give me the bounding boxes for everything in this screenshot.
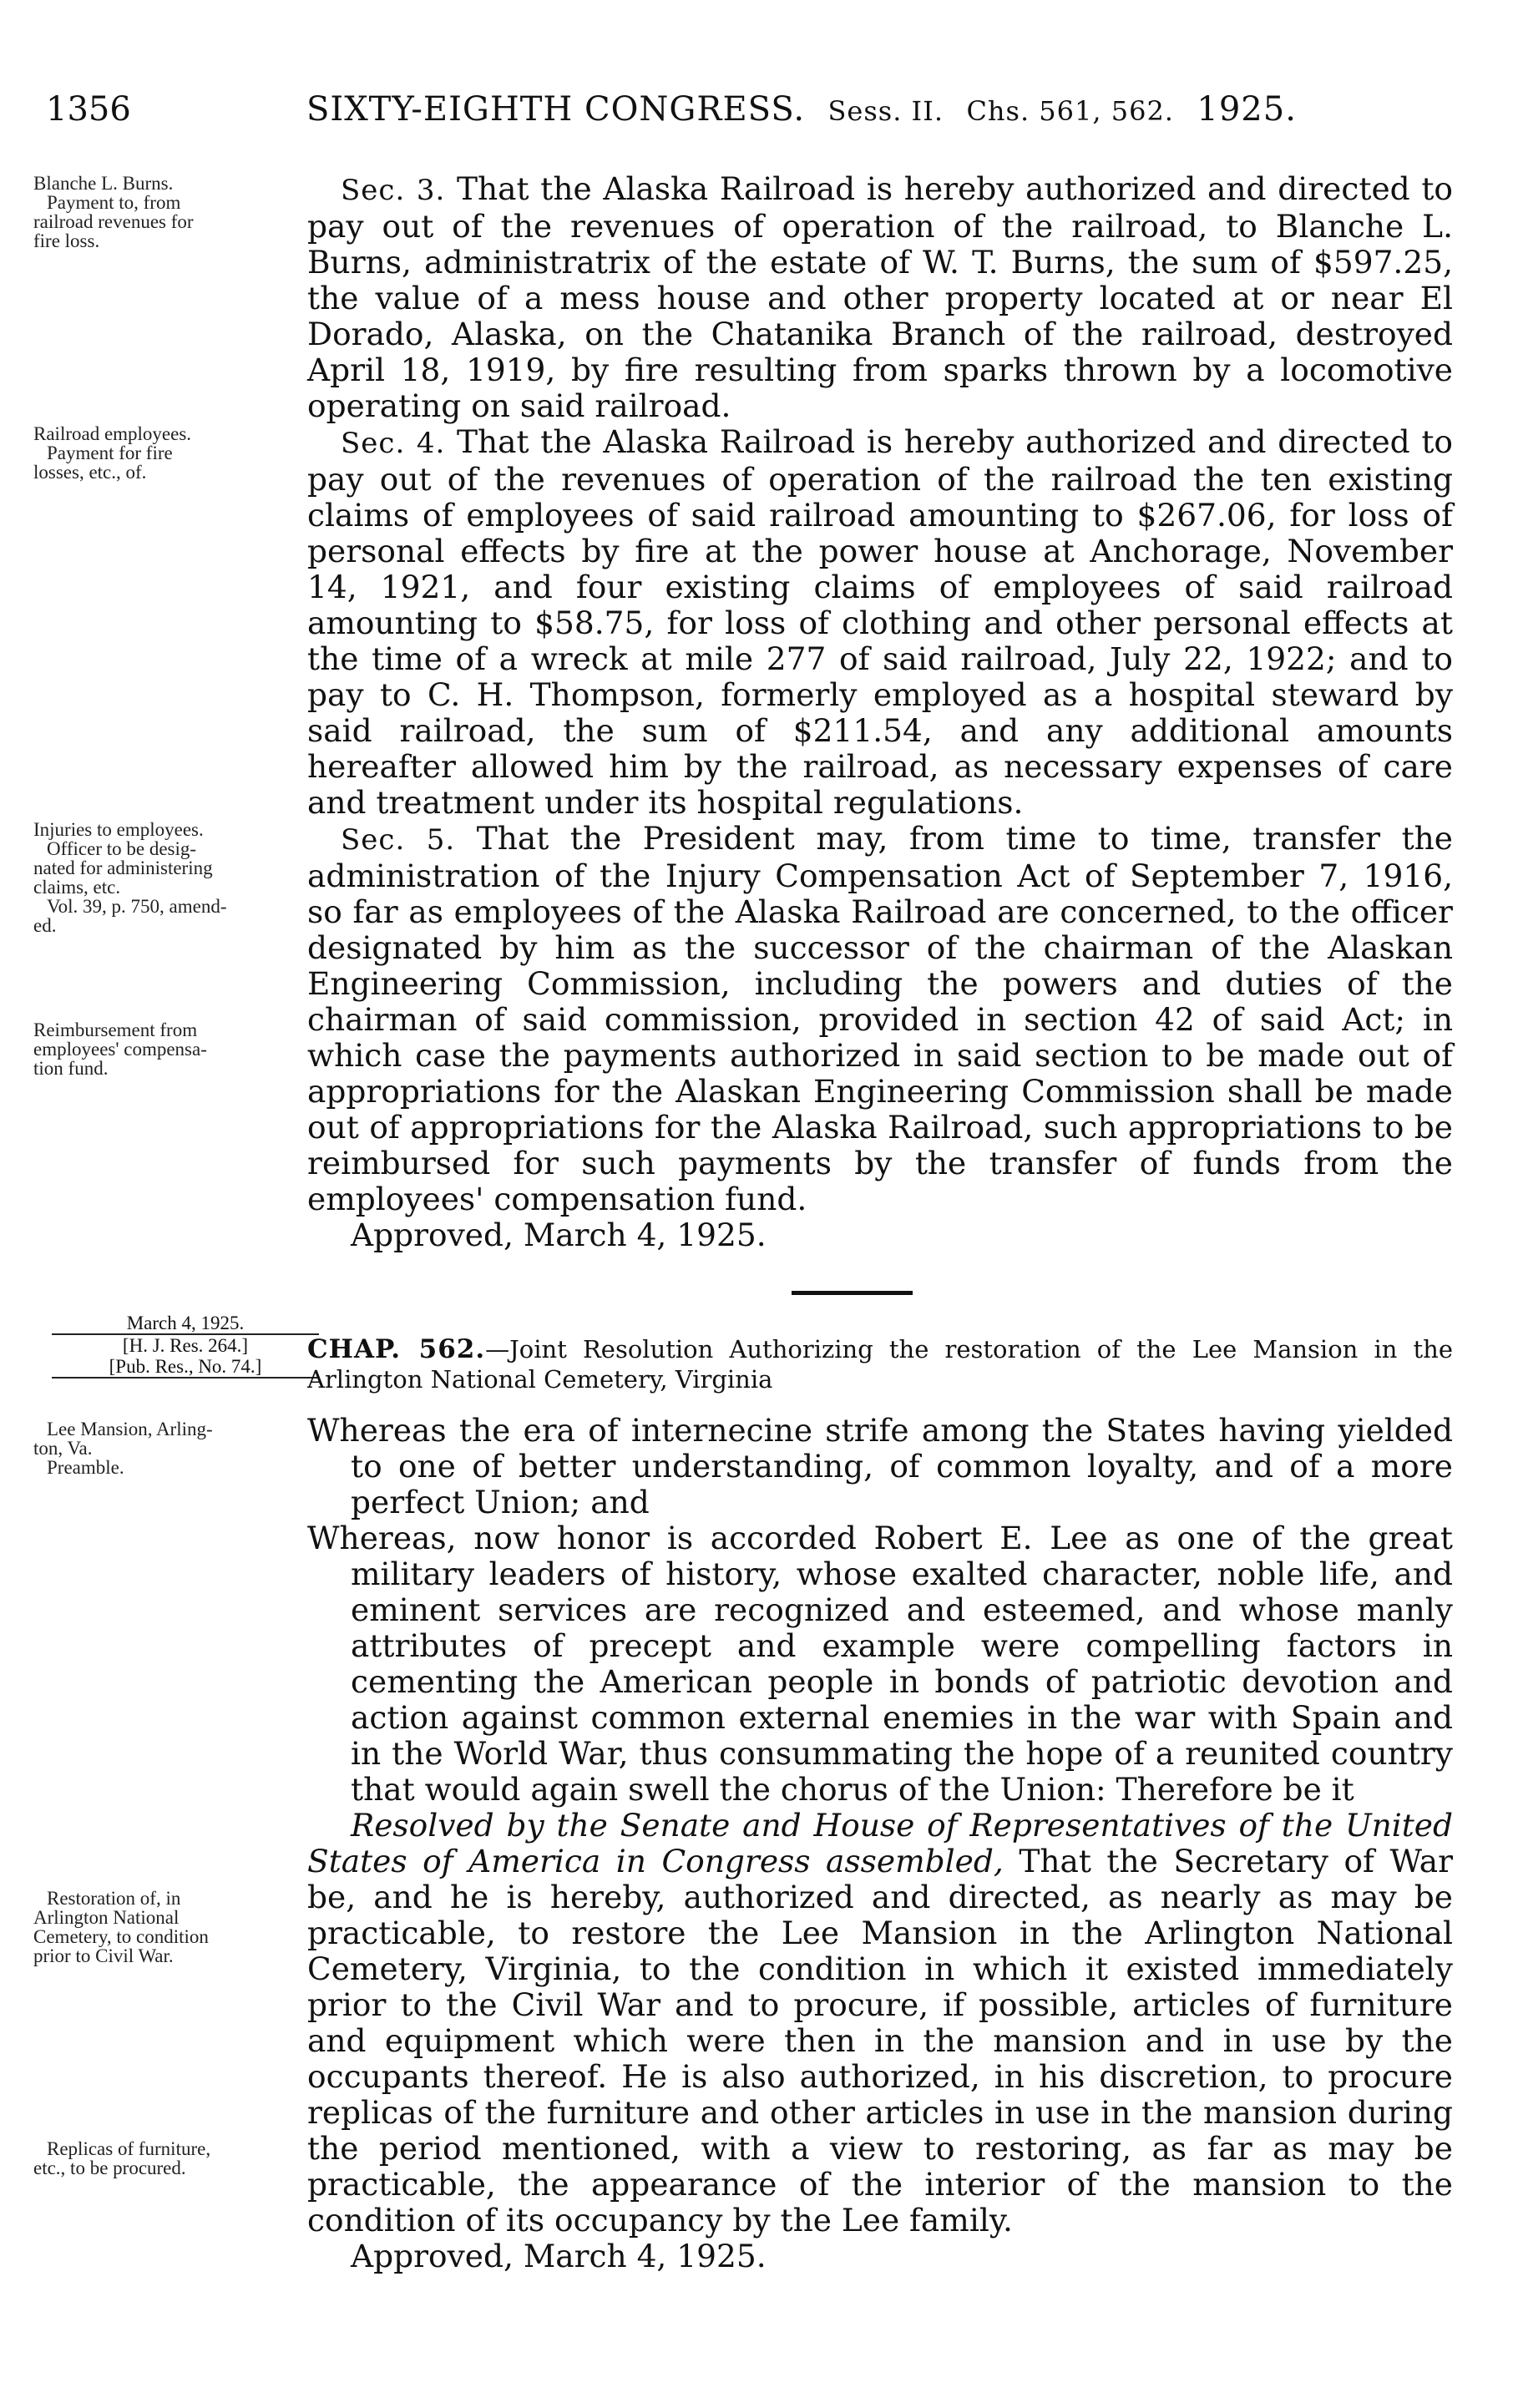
margin-note-line: claims, etc. [33, 877, 121, 898]
margin-note-line: Arlington National [33, 1907, 180, 1928]
section-3-text: That the Alaska Railroad is hereby authorized and directed to pay out of the revenues of operation of the railroad, to Blanche L. Burns, administratrix of the estate of W. T. Burns, the sum of $597.25, the value of a mess house and other property located at or near El Dorado, Alaska, on the Chatanika Branch of the railroad, destroyed April 18, 1919, by fire resulting from sparks thrown by a locomotive operating on said railroad. [307, 170, 1453, 424]
margin-note-line: Preamble. [47, 1457, 124, 1478]
chapter-label: CHAP. 562. [307, 1334, 486, 1364]
margin-note-lee-mansion [33, 1419, 309, 1477]
chapter-divider [792, 1291, 913, 1295]
pub-res-number: [Pub. Res., No. 74.] [109, 1356, 262, 1377]
margin-note-reimbursement [33, 1020, 309, 1078]
margin-note-line: prior to Civil War. [33, 1945, 174, 1966]
session-label: Sess. II. [827, 95, 944, 127]
margin-note-replicas [33, 2139, 309, 2178]
margin-note-line: ton, Va. [33, 1438, 93, 1459]
approval-562: Approved, March 4, 1925. [351, 2238, 767, 2274]
margin-note-line: tion fund. [33, 1058, 109, 1079]
section-4 [307, 424, 1453, 821]
margin-note-line: Injuries to employees. [33, 819, 204, 840]
margin-note-line: Restoration of, in [47, 1888, 181, 1909]
resolving-clause [307, 1808, 1453, 2239]
chapter-562-title [307, 1334, 1453, 1394]
margin-note-line: Vol. 39, p. 750, amend- [47, 896, 227, 917]
chapter-562-body [307, 1413, 1453, 2274]
section-4-label: Sec. 4. [341, 427, 446, 460]
section-5 [307, 821, 1453, 1217]
margin-note-injuries [33, 820, 309, 935]
section-3 [307, 171, 1453, 424]
section-5-label: Sec. 5. [341, 823, 456, 857]
section-3-label: Sec. 3. [341, 174, 446, 207]
running-head [306, 90, 1297, 129]
margin-note-line: Reimbursement from [33, 1019, 198, 1040]
margin-note-line: railroad revenues for [33, 211, 194, 232]
bill-info [52, 1313, 319, 1379]
chapters-label: Chs. 561, 562. [966, 95, 1174, 127]
margin-note-line: losses, etc., of. [33, 462, 147, 483]
chapter-561-body [307, 171, 1453, 1253]
section-4-text: That the Alaska Railroad is hereby authorized and directed to pay out of the revenues of operation of the railroad the ten existing claims of employees of said railroad amounting to $267.06, for loss of personal effects by fire at the power house at Anchorage, November 14, 1921, and four existing claims of employees of said railroad amounting to $58.75, for loss of clothing and other personal effects at the time of a wreck at mile 277 of said railroad, July 22, 1922; and to pay to C. H. Thompson, formerly employed as a hospital steward by said railroad, the sum of $211.54, and any additional amounts hereafter allowed him by the railroad, as necessary expenses of care and treatment under its hospital regulations. [307, 423, 1453, 821]
margin-note-line: Payment for fire [47, 443, 173, 463]
approval-561: Approved, March 4, 1925. [351, 1217, 767, 1253]
margin-note-line: Cemetery, to condition [33, 1926, 209, 1947]
bill-date: March 4, 1925. [126, 1313, 245, 1333]
margin-note-line: Officer to be desig- [47, 838, 197, 859]
whereas-clause-2: Whereas, now honor is accorded Robert E. Lee as one of the great military leaders of history, whose exalted character, noble life, and eminent services are recognized and esteemed, and whose manly attributes of precept and example were compelling factors in cementing the American people in bonds of patriotic devotion and action against common external enemies in the war with Spain and in the World War, thus consummating the hope of a reunited country that would again swell the chorus of the Union: Therefore be it [307, 1520, 1453, 1808]
margin-note-restoration [33, 1889, 309, 1965]
year-label: 1925. [1197, 90, 1297, 129]
margin-note-line: Payment to, from [47, 192, 181, 213]
margin-note-burns [33, 174, 309, 250]
resolving-formula: Resolved by the Senate and House of Representatives of the United States of America in Congress assembled, [307, 1807, 1453, 1879]
margin-note-line: etc., to be procured. [33, 2158, 186, 2178]
resolving-text: That the Secretary of War be, and he is hereby, authorized and directed, as nearly as may be practicable, to restore the Lee Mansion in the Arlington National Cemetery, Virginia, to the condition in which it existed immediately prior to the Civil War and to procure, if possible, articles of furniture and equipment which were then in the mansion and in use by the occupants thereof. He is also authorized, in his discretion, to procure replicas of the furniture and other articles in use in the mansion during the period mentioned, with a view to restoring, as far as may be practicable, the appearance of the interior of the mansion to the condition of its occupancy by the Lee family. [307, 1843, 1454, 2239]
margin-note-line: ed. [33, 915, 57, 936]
margin-note-line: Railroad employees. [33, 423, 192, 444]
margin-note-line: Blanche L. Burns. [33, 173, 174, 194]
congress-title: SIXTY-EIGHTH CONGRESS. [306, 90, 806, 129]
margin-note-line: Replicas of furniture, [47, 2138, 211, 2159]
bill-references [52, 1333, 319, 1379]
section-5-text: That the President may, from time to time, transfer the administration of the Injury Compensation Act of September 7, 1916, so far as employees of the Alaska Railroad are concerned, to the officer designated by him as the successor of the chairman of the Alaskan Engineering Commission, including the powers and duties of the chairman of said commission, provided in section 42 of said Act; in which case the payments authorized in said section to be made out of appropriations for the Alaskan Engineering Commission shall be made out of appropriations for the Alaska Railroad, such appropriations to be reimbursed for such payments by the transfer of funds from the employees' compensation fund. [307, 820, 1453, 1217]
margin-note-line: employees' compensa- [33, 1039, 207, 1060]
chapter-title-text: —Joint Resolution Authorizing the restoration of the Lee Mansion in the Arlington National Cemetery, Virginia [307, 1335, 1453, 1394]
margin-note-employees [33, 424, 309, 482]
hj-res-number: [H. J. Res. 264.] [122, 1335, 249, 1356]
margin-note-line: Lee Mansion, Arling- [47, 1419, 213, 1439]
margin-note-line: nated for administering [33, 857, 213, 878]
whereas-clause-1: Whereas the era of internecine strife among the States having yielded to one of better understanding, of common loyalty, and of a more perfect Union; and [307, 1412, 1453, 1520]
page-header [46, 90, 1457, 140]
margin-note-line: fire loss. [33, 230, 100, 251]
page-number: 1356 [46, 90, 131, 129]
